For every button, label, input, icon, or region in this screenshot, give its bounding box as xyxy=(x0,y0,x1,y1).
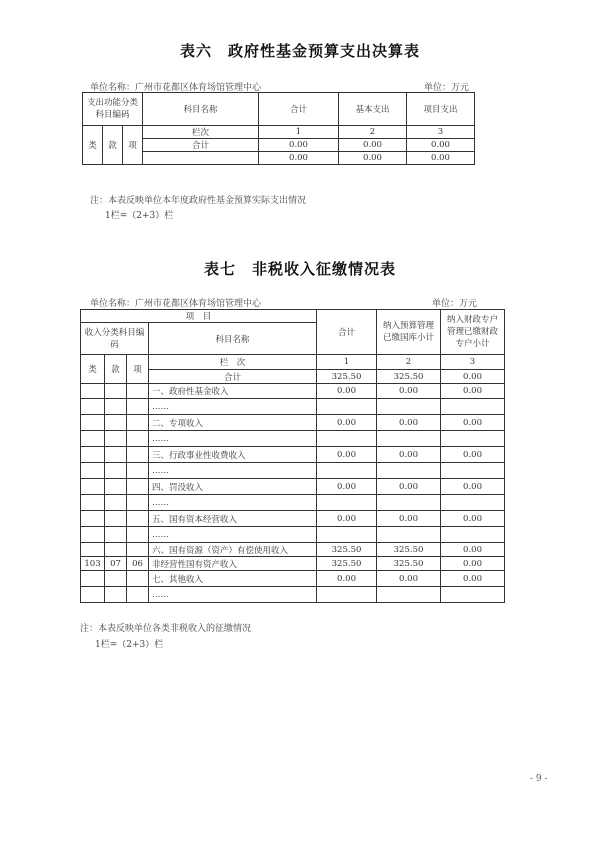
table-cell: 0.00 xyxy=(377,384,441,399)
table-cell: 325.50 xyxy=(317,370,377,384)
row-name: 非经营性国有资产收入 xyxy=(149,557,317,571)
table-cell xyxy=(81,495,105,511)
table-cell: 325.50 xyxy=(317,543,377,557)
table-cell xyxy=(317,527,377,543)
row-name: 六、国有资源（资产）有偿使用收入 xyxy=(149,543,317,557)
table-row xyxy=(81,384,505,399)
table-cell xyxy=(105,399,127,415)
table7-unit-name: 单位名称：广州市花都区体育场馆管理中心 xyxy=(90,299,262,309)
table-cell: 0.00 xyxy=(339,139,407,152)
table-row xyxy=(81,415,505,431)
table-row xyxy=(81,543,505,557)
table-cell xyxy=(377,431,441,447)
table-cell xyxy=(105,447,127,463)
table-cell: 0.00 xyxy=(259,139,339,152)
table-cell: 0.00 xyxy=(441,557,505,571)
table-cell xyxy=(81,384,105,399)
table-cell xyxy=(81,463,105,479)
ellipsis: …… xyxy=(149,495,317,511)
table7-col3: 3 xyxy=(441,355,505,370)
table-cell xyxy=(127,571,149,587)
table-cell: 325.50 xyxy=(377,557,441,571)
table6-unit-name: 单位名称：广州市花都区体育场馆管理中心 xyxy=(90,83,262,93)
table-cell xyxy=(377,495,441,511)
ellipsis: …… xyxy=(149,431,317,447)
table-cell: 0.00 xyxy=(377,479,441,495)
table-cell xyxy=(317,399,377,415)
table-cell: 325.50 xyxy=(377,370,441,384)
table7-header-budget: 纳入预算管理已缴国库小计 xyxy=(377,310,441,355)
row-name: 七、其他收入 xyxy=(149,571,317,587)
table-cell xyxy=(377,527,441,543)
table7-label-lei: 类 xyxy=(81,355,105,384)
table-cell xyxy=(81,447,105,463)
table6-formula: 1栏=（2+3）栏 xyxy=(105,211,174,221)
table-cell xyxy=(127,447,149,463)
table-cell xyxy=(441,431,505,447)
table-cell: 0.00 xyxy=(259,152,339,165)
table6-header-code: 支出功能分类科目编码 xyxy=(83,93,143,126)
table-cell xyxy=(105,511,127,527)
table6 xyxy=(82,92,475,165)
table-cell xyxy=(81,527,105,543)
table-cell xyxy=(441,587,505,603)
table6-note: 注：本表反映单位本年度政府性基金预算实际支出情况 xyxy=(90,196,307,206)
table6-label-lei: 类 xyxy=(83,126,103,165)
table7-col2: 2 xyxy=(377,355,441,370)
table6-header-name: 科目名称 xyxy=(143,93,259,126)
table-row xyxy=(81,479,505,495)
table-cell xyxy=(105,543,127,557)
table-cell xyxy=(127,479,149,495)
table6-col2: 2 xyxy=(339,126,407,139)
table-cell: 0.00 xyxy=(441,571,505,587)
table7-header-code: 收入分类科目编码 xyxy=(81,323,149,355)
table7-header-name: 科目名称 xyxy=(149,323,317,355)
table-cell xyxy=(441,399,505,415)
table-row xyxy=(81,511,505,527)
row-name: 四、罚没收入 xyxy=(149,479,317,495)
table-row xyxy=(81,399,505,415)
ellipsis: …… xyxy=(149,399,317,415)
ellipsis: …… xyxy=(149,587,317,603)
table-row xyxy=(81,447,505,463)
table-cell: 0.00 xyxy=(377,447,441,463)
row-name: 三、行政事业性收费收入 xyxy=(149,447,317,463)
ellipsis: …… xyxy=(149,463,317,479)
table-row xyxy=(81,463,505,479)
table6-col3: 3 xyxy=(407,126,475,139)
table-cell xyxy=(105,415,127,431)
table-cell xyxy=(81,479,105,495)
table-cell xyxy=(105,527,127,543)
code-xiang: 06 xyxy=(127,557,149,571)
ellipsis: …… xyxy=(149,527,317,543)
table7-label-kuan: 款 xyxy=(105,355,127,384)
table7 xyxy=(80,309,505,603)
table-cell xyxy=(105,479,127,495)
table7-header-total: 合计 xyxy=(317,310,377,355)
table-cell xyxy=(127,495,149,511)
code-lei: 103 xyxy=(81,557,105,571)
table-cell xyxy=(105,431,127,447)
table-cell: 0.00 xyxy=(317,571,377,587)
table-cell: 0.00 xyxy=(441,447,505,463)
table7-header-item: 项 目 xyxy=(81,310,317,323)
table7-lanci: 栏 次 xyxy=(149,355,317,370)
table-cell xyxy=(81,571,105,587)
table-cell xyxy=(81,431,105,447)
table-cell: 0.00 xyxy=(317,479,377,495)
table7-title: 表七 非税收入征缴情况表 xyxy=(203,260,396,278)
table-cell xyxy=(105,571,127,587)
table-cell xyxy=(105,587,127,603)
row-name: 五、国有资本经营收入 xyxy=(149,511,317,527)
table6-header-basic: 基本支出 xyxy=(339,93,407,126)
table-row xyxy=(81,431,505,447)
table-cell xyxy=(317,463,377,479)
table-cell xyxy=(105,495,127,511)
table-cell xyxy=(317,587,377,603)
table-cell: 0.00 xyxy=(441,479,505,495)
table-cell xyxy=(143,152,259,165)
table-cell xyxy=(441,463,505,479)
row-name: 一、政府性基金收入 xyxy=(149,384,317,399)
table-cell xyxy=(81,399,105,415)
table-cell: 0.00 xyxy=(377,415,441,431)
table6-col1: 1 xyxy=(259,126,339,139)
table-cell xyxy=(127,384,149,399)
table-cell: 0.00 xyxy=(441,415,505,431)
table-cell: 0.00 xyxy=(441,543,505,557)
table-cell xyxy=(317,431,377,447)
table7-col1: 1 xyxy=(317,355,377,370)
table-cell: 0.00 xyxy=(441,384,505,399)
table7-formula: 1栏=（2+3）栏 xyxy=(95,640,164,650)
table-cell xyxy=(127,527,149,543)
table-cell xyxy=(127,415,149,431)
table-cell xyxy=(81,415,105,431)
table-cell xyxy=(127,511,149,527)
table-cell: 0.00 xyxy=(317,447,377,463)
table6-unit: 单位：万元 xyxy=(424,83,470,93)
table6-header-total: 合计 xyxy=(259,93,339,126)
table-cell xyxy=(317,495,377,511)
table-cell xyxy=(127,543,149,557)
table-cell xyxy=(127,587,149,603)
table-row xyxy=(81,557,505,571)
table-cell: 0.00 xyxy=(377,511,441,527)
table-cell: 0.00 xyxy=(317,511,377,527)
table-row xyxy=(81,571,505,587)
table-cell: 0.00 xyxy=(407,152,475,165)
table-cell xyxy=(81,511,105,527)
table-cell xyxy=(105,384,127,399)
table-cell xyxy=(377,463,441,479)
table6-label-kuan: 款 xyxy=(103,126,123,165)
row-name: 二、专项收入 xyxy=(149,415,317,431)
table7-note: 注：本表反映单位各类非税收入的征缴情况 xyxy=(80,624,252,634)
table-cell: 325.50 xyxy=(377,543,441,557)
table-cell xyxy=(81,543,105,557)
table6-lanci: 栏次 xyxy=(143,126,259,139)
table-cell: 0.00 xyxy=(441,370,505,384)
table-row xyxy=(81,495,505,511)
table6-header-project: 项目支出 xyxy=(407,93,475,126)
table6-label-xiang: 项 xyxy=(123,126,143,165)
table-cell xyxy=(441,527,505,543)
table-cell xyxy=(127,399,149,415)
table-cell xyxy=(377,399,441,415)
table-cell: 325.50 xyxy=(317,557,377,571)
table-cell: 0.00 xyxy=(441,511,505,527)
page-number: - 9 - xyxy=(530,774,548,784)
table-cell xyxy=(127,463,149,479)
table-row xyxy=(81,527,505,543)
table-row xyxy=(81,587,505,603)
table6-total-label: 合计 xyxy=(143,139,259,152)
table7-total-label: 合计 xyxy=(149,370,317,384)
table7-header-special: 纳入财政专户管理已缴财政专户小计 xyxy=(441,310,505,355)
code-kuan: 07 xyxy=(105,557,127,571)
table7-unit: 单位：万元 xyxy=(432,299,478,309)
table-cell: 0.00 xyxy=(317,415,377,431)
table7-label-xiang: 项 xyxy=(127,355,149,384)
table-cell: 0.00 xyxy=(317,384,377,399)
table-cell: 0.00 xyxy=(407,139,475,152)
table-cell xyxy=(105,463,127,479)
table-cell xyxy=(377,587,441,603)
table-cell xyxy=(441,495,505,511)
table6-title: 表六 政府性基金预算支出决算表 xyxy=(179,42,420,60)
table-cell xyxy=(127,431,149,447)
table-cell: 0.00 xyxy=(339,152,407,165)
table-cell: 0.00 xyxy=(377,571,441,587)
table-cell xyxy=(81,587,105,603)
